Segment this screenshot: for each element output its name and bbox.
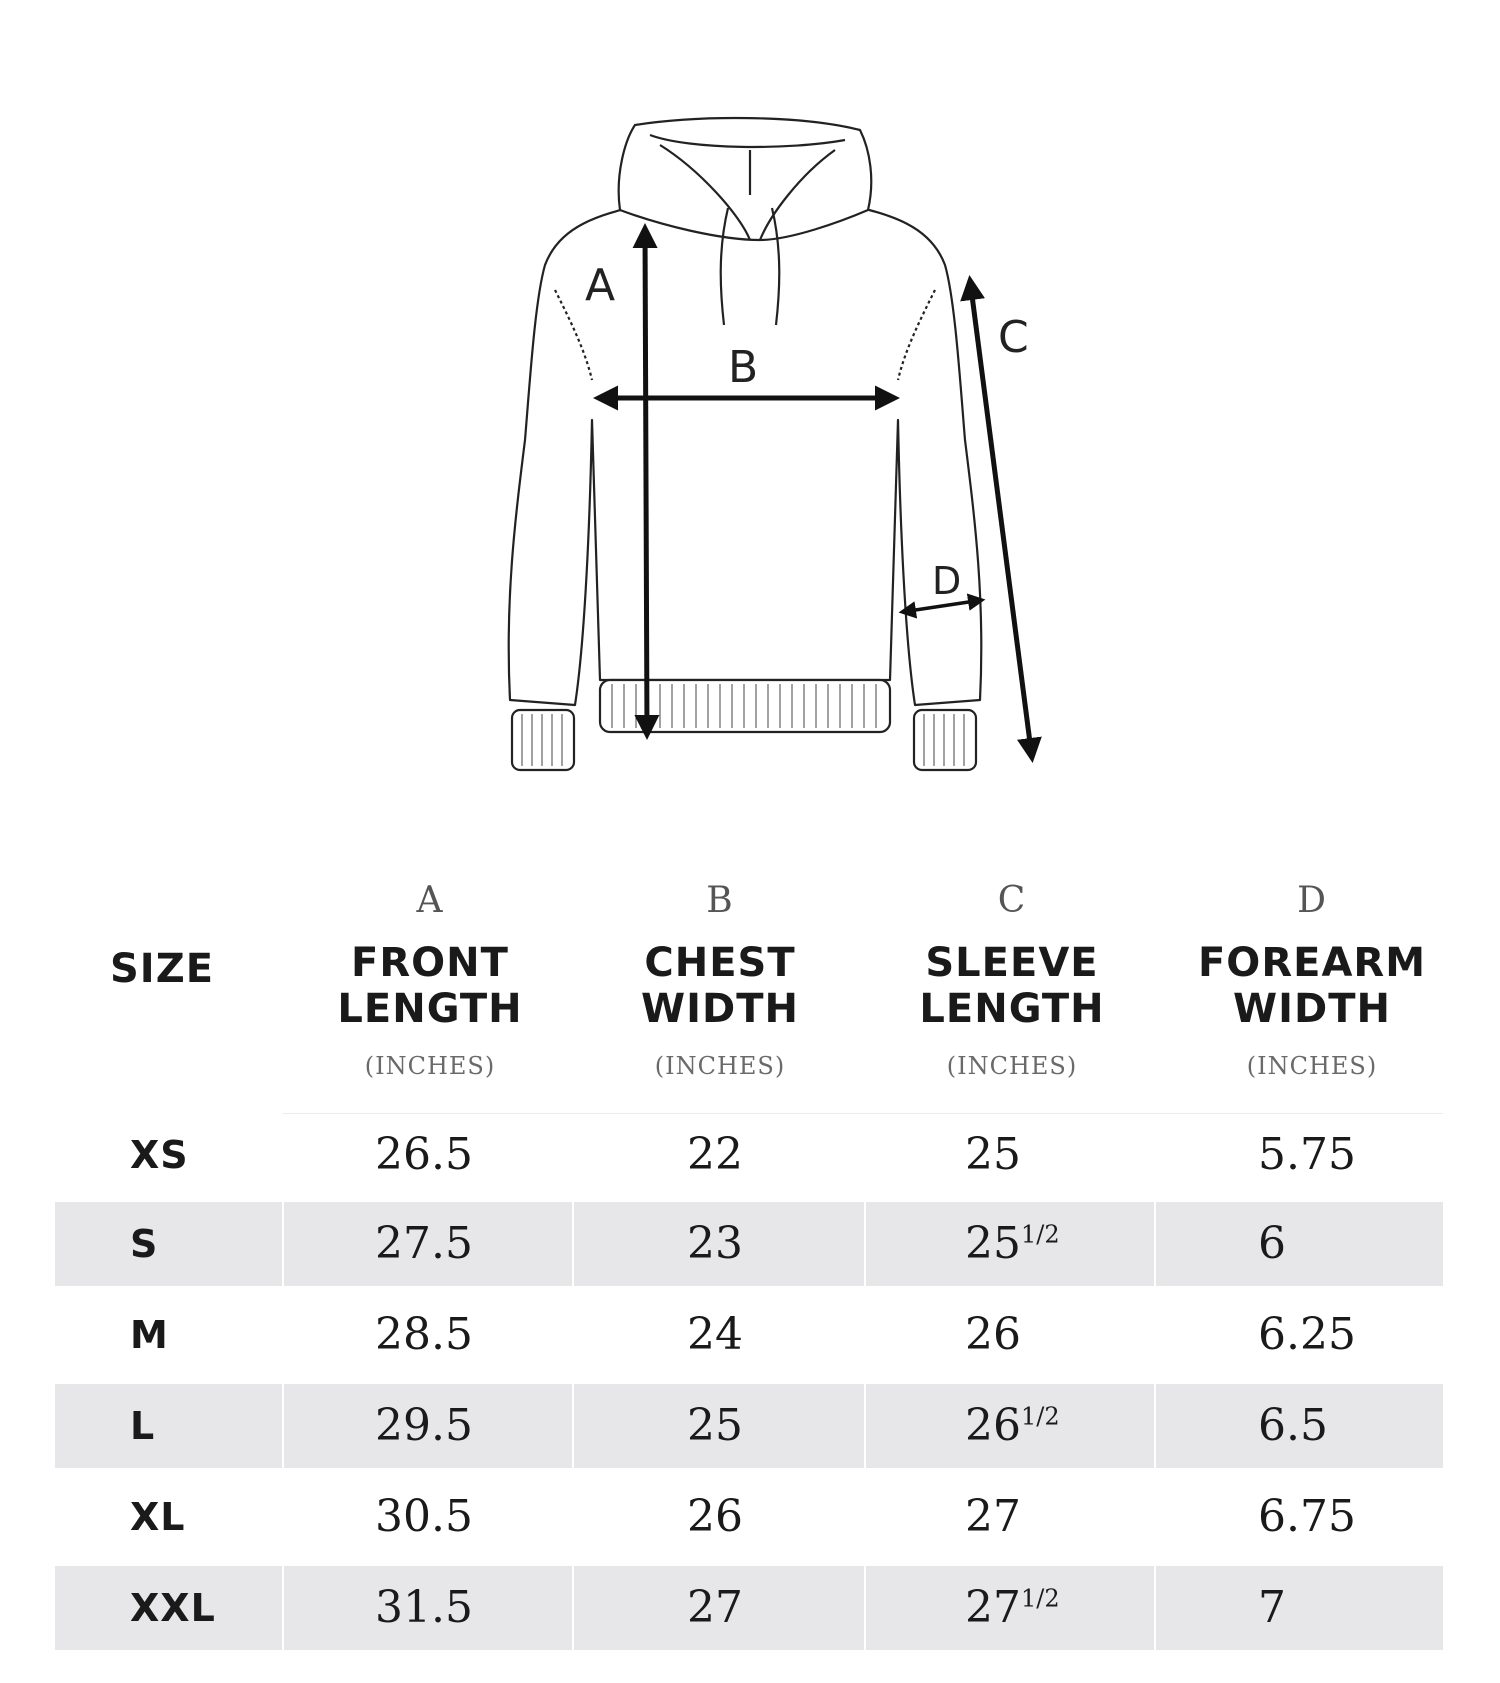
- size-cell: M: [130, 1313, 169, 1357]
- col-units-a: (INCHES): [364, 1052, 496, 1080]
- forearm-width-cell: 6.75: [1258, 1491, 1356, 1542]
- column-divider: [864, 1202, 866, 1286]
- sleeve-length-cell: [965, 1113, 1021, 1197]
- forearm-width-cell: 5.75: [1258, 1129, 1356, 1180]
- column-divider: [864, 1384, 866, 1468]
- column-divider: [1154, 1202, 1156, 1286]
- col-title-chest-width: CHEST WIDTH: [641, 940, 799, 1032]
- value-main: 25: [965, 1218, 1021, 1269]
- sleeve-length-cell: [965, 1384, 1060, 1468]
- label-a: A: [585, 260, 616, 311]
- size-cell: XXL: [130, 1586, 216, 1630]
- column-divider: [864, 1566, 866, 1650]
- table-row: [55, 1566, 1443, 1650]
- column-divider: [572, 1566, 574, 1650]
- col-title-forearm-width: FOREARM WIDTH: [1197, 940, 1426, 1032]
- size-cell: XS: [130, 1133, 189, 1177]
- column-divider: [282, 1384, 284, 1468]
- chest-width-cell: 23: [687, 1218, 743, 1269]
- value-main: 26: [965, 1400, 1021, 1451]
- chest-width-cell: 24: [687, 1309, 743, 1360]
- column-divider: [1154, 1384, 1156, 1468]
- front-length-cell: 31.5: [375, 1582, 473, 1633]
- label-d: D: [932, 559, 962, 603]
- front-length-cell: 26.5: [375, 1129, 473, 1180]
- col-title-sleeve-length: SLEEVE LENGTH: [919, 940, 1105, 1032]
- front-length-arrow: [645, 228, 647, 735]
- chest-width-cell: 26: [687, 1491, 743, 1542]
- label-b: B: [728, 342, 759, 393]
- value-main: 25: [965, 1129, 1021, 1180]
- col-letter-c: C: [997, 880, 1027, 921]
- chest-width-cell: 25: [687, 1400, 743, 1451]
- value-fraction: 1/2: [1021, 1220, 1060, 1249]
- col-units-b: (INCHES): [654, 1052, 786, 1080]
- value-main: 26: [965, 1309, 1021, 1360]
- col-units-c: (INCHES): [946, 1052, 1078, 1080]
- table-row: [55, 1293, 1443, 1377]
- table-row: [55, 1113, 1443, 1197]
- col-letter-a: A: [416, 880, 444, 921]
- size-cell: XL: [130, 1495, 186, 1539]
- front-length-cell: 27.5: [375, 1218, 473, 1269]
- forearm-width-cell: 6: [1258, 1218, 1286, 1269]
- label-c: C: [998, 312, 1029, 363]
- forearm-width-cell: 6.5: [1258, 1400, 1328, 1451]
- col-title-front-length: FRONT LENGTH: [337, 940, 523, 1032]
- col-letter-d: D: [1297, 880, 1327, 921]
- sleeve-length-cell: [965, 1475, 1021, 1559]
- table-row: [55, 1202, 1443, 1286]
- hoodie-diagram: [0, 0, 1500, 800]
- value-fraction: 1/2: [1021, 1584, 1060, 1613]
- front-length-cell: 30.5: [375, 1491, 473, 1542]
- table-row: [55, 1475, 1443, 1559]
- sleeve-length-cell: [965, 1566, 1060, 1650]
- column-divider: [572, 1202, 574, 1286]
- sleeve-length-cell: [965, 1202, 1060, 1286]
- table-row: [55, 1384, 1443, 1468]
- chest-width-cell: 27: [687, 1582, 743, 1633]
- chest-width-cell: 22: [687, 1129, 743, 1180]
- value-main: 27: [965, 1582, 1021, 1633]
- front-length-cell: 29.5: [375, 1400, 473, 1451]
- size-cell: S: [130, 1222, 159, 1266]
- hoodie-outline: [509, 118, 982, 770]
- size-cell: L: [130, 1404, 156, 1448]
- value-main: 27: [965, 1491, 1021, 1542]
- forearm-width-cell: 6.25: [1258, 1309, 1356, 1360]
- column-divider: [282, 1202, 284, 1286]
- col-letter-b: B: [706, 880, 734, 921]
- column-divider: [282, 1566, 284, 1650]
- forearm-width-cell: 7: [1258, 1582, 1286, 1633]
- col-units-d: (INCHES): [1246, 1052, 1378, 1080]
- value-fraction: 1/2: [1021, 1402, 1060, 1431]
- column-divider: [1154, 1566, 1156, 1650]
- sleeve-length-cell: [965, 1293, 1021, 1377]
- front-length-cell: 28.5: [375, 1309, 473, 1360]
- column-divider: [572, 1384, 574, 1468]
- size-header: SIZE: [110, 946, 215, 992]
